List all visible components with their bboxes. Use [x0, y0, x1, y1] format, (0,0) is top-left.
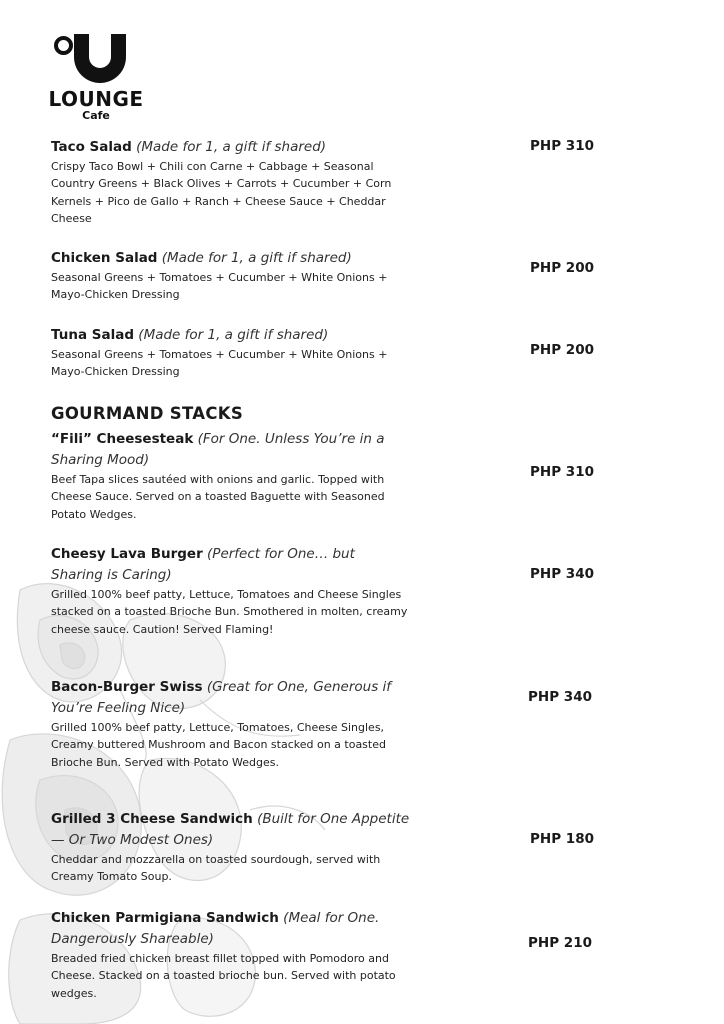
logo-ring-icon: [54, 36, 73, 55]
menu-item-chicken-parmigiana: [51, 908, 411, 1002]
item-name: Bacon-Burger Swiss: [51, 679, 203, 695]
item-description: Cheddar and mozzarella on toasted sourdough, served with Creamy Tomato Soup.: [51, 853, 381, 884]
item-description: Breaded fried chicken breast fillet topped with Pomodoro and Cheese. Stacked on a toasted brioche bun. Served with potato wedges.: [51, 952, 396, 1000]
item-description: Seasonal Greens + Tomatoes + Cucumber + White Onions + Mayo-Chicken Dressing: [51, 348, 388, 379]
item-price: PHP 310: [530, 138, 594, 154]
item-price: PHP 310: [530, 464, 594, 480]
item-price: PHP 340: [528, 689, 592, 705]
item-note: (Great for One, Generous if You’re Feeling Nice): [51, 679, 392, 716]
menu-item-cheesy-lava-burger: [51, 544, 411, 638]
item-name: Taco Salad: [51, 139, 132, 155]
item-note: (Perfect for One… but Sharing is Caring): [51, 546, 355, 583]
item-name: Grilled 3 Cheese Sandwich: [51, 811, 253, 827]
item-description: Grilled 100% beef patty, Lettuce, Tomatoes, Cheese Singles, Creamy buttered Mushroom and Bacon stacked on a toasted Brioche Bun. Served with Potato Wedges.: [51, 721, 386, 769]
lounge-logo: [46, 30, 146, 122]
item-name: Chicken Parmigiana Sandwich: [51, 910, 279, 926]
item-note: (Made for 1, a gift if shared): [136, 139, 327, 155]
item-description: Grilled 100% beef patty, Lettuce, Tomatoes and Cheese Singles stacked on a toasted Brioche Bun. Smothered in molten, creamy cheese sauce. Caution! Served Flaming!: [51, 588, 408, 636]
item-price: PHP 210: [528, 935, 592, 951]
menu-item-grilled-3-cheese: [51, 809, 411, 886]
item-name: Tuna Salad: [51, 327, 134, 343]
item-description: Beef Tapa slices sautéed with onions and garlic. Topped with Cheese Sauce. Served on a toasted Baguette with Seasoned Potato Wedges.: [51, 473, 385, 521]
item-note: (Made for 1, a gift if shared): [138, 327, 329, 343]
menu-item-tuna-salad: [51, 325, 411, 381]
section-title: GOURMAND STACKS: [51, 404, 244, 423]
item-name: Chicken Salad: [51, 250, 158, 266]
logo-subtitle: Cafe: [82, 109, 110, 122]
item-name: Cheesy Lava Burger: [51, 546, 203, 562]
item-note: (Built for One Appetite — Or Two Modest Ones): [51, 811, 410, 848]
item-price: PHP 180: [530, 831, 594, 847]
item-description: Seasonal Greens + Tomatoes + Cucumber + White Onions + Mayo-Chicken Dressing: [51, 271, 388, 302]
item-name: “Fili” Cheesesteak: [51, 431, 194, 447]
item-price: PHP 200: [530, 260, 594, 276]
menu-item-chicken-salad: [51, 248, 411, 304]
item-note: (Meal for One. Dangerously Shareable): [51, 910, 380, 947]
menu-item-taco-salad: [51, 137, 411, 227]
menu-item-fili-cheesesteak: [51, 429, 411, 523]
item-price: PHP 340: [530, 566, 594, 582]
item-note: (Made for 1, a gift if shared): [161, 250, 352, 266]
item-note: (For One. Unless You’re in a Sharing Mood): [51, 431, 385, 468]
item-description: Crispy Taco Bowl + Chili con Carne + Cabbage + Seasonal Country Greens + Black Olives + Carrots + Cucumber + Corn Kernels + Pico de Gallo + Ranch + Cheese Sauce + Cheddar Cheese: [51, 160, 392, 225]
logo-u-mark: [74, 34, 126, 83]
item-price: PHP 200: [530, 342, 594, 358]
menu-item-bacon-burger-swiss: [51, 677, 411, 771]
logo-name: LOUNGE: [48, 87, 144, 111]
